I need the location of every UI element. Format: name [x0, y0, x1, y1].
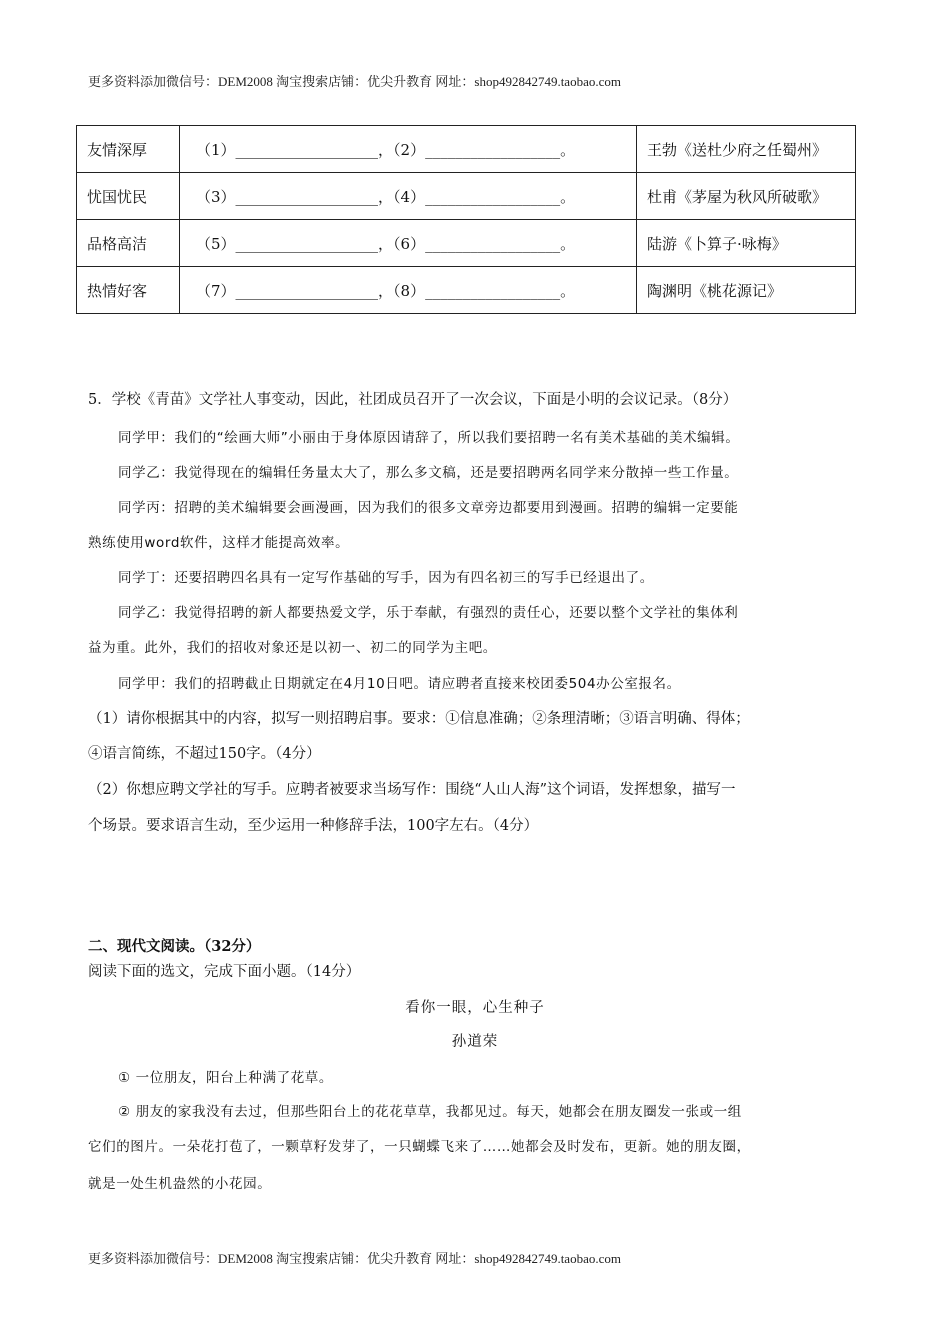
source-cell: 陆游《卜算子·咏梅》 — [637, 220, 856, 267]
meeting-line: 同学甲：我们的招聘截止日期就定在4月10日吧。请应聘者直接来校团委504办公室报名。 — [118, 676, 681, 692]
theme-cell: 品格高洁 — [77, 220, 180, 267]
blank-cell: （5）___________________，（6）__________________。 — [180, 220, 637, 267]
poem-table — [76, 125, 856, 314]
meeting-line: 同学甲：我们的“绘画大师”小丽由于身体原因请辞了，所以我们要招聘一名有美术基础的美术编辑。 — [118, 430, 740, 446]
paragraph-2-cont: 它们的图片。一朵花打苞了，一颗草籽发芽了，一只蝴蝶飞来了……她都会及时发布，更新。她的朋友圈， — [88, 1139, 751, 1155]
table-row — [77, 173, 856, 220]
theme-cell: 热情好客 — [77, 267, 180, 314]
section-intro: 阅读下面的选文，完成下面小题。（14分） — [88, 964, 361, 980]
meeting-line: 熟练使用word软件，这样才能提高效率。 — [88, 535, 350, 551]
sub-question-2-cont: 个场景。要求语言生动，至少运用一种修辞手法，100字左右。（4分） — [88, 818, 539, 834]
article-title: 看你一眼，心生种子 — [405, 1000, 545, 1016]
theme-cell: 友情深厚 — [77, 126, 180, 173]
table-row — [77, 220, 856, 267]
meeting-line: 同学乙：我觉得招聘的新人都要热爱文学，乐于奉献，有强烈的责任心，还要以整个文学社的集体利 — [118, 605, 739, 621]
page-footer: 更多资料添加微信号：DEM2008 淘宝搜索店铺：优尖升教育 网址：shop492842749.taobao.com — [88, 1251, 621, 1266]
question-5-stem: 5．学校《青苗》文学社人事变动，因此，社团成员召开了一次会议，下面是小明的会议记录。（8分） — [88, 392, 738, 408]
sub-question-1: （1）请你根据其中的内容，拟写一则招聘启事。要求：①信息准确；②条理清晰；③语言明确、得体； — [88, 711, 750, 727]
source-cell: 杜甫《茅屋为秋风所破歌》 — [637, 173, 856, 220]
table-row — [77, 126, 856, 173]
source-cell: 王勃《送杜少府之任蜀州》 — [637, 126, 856, 173]
paragraph-2: ② 朋友的家我没有去过，但那些阳台上的花花草草，我都见过。每天，她都会在朋友圈发一张或一组 — [118, 1104, 742, 1120]
meeting-line: 同学丙：招聘的美术编辑要会画漫画，因为我们的很多文章旁边都要用到漫画。招聘的编辑一定要能 — [118, 500, 739, 516]
source-cell: 陶渊明《桃花源记》 — [637, 267, 856, 314]
theme-cell: 忧国忧民 — [77, 173, 180, 220]
page-header: 更多资料添加微信号：DEM2008 淘宝搜索店铺：优尖升教育 网址：shop492842749.taobao.com — [88, 74, 621, 89]
meeting-line: 同学乙：我觉得现在的编辑任务量太大了，那么多文稿，还是要招聘两名同学来分散掉一些工作量。 — [118, 465, 739, 481]
meeting-line: 益为重。此外，我们的招收对象还是以初一、初二的同学为主吧。 — [88, 640, 497, 656]
paragraph-1: ① 一位朋友，阳台上种满了花草。 — [118, 1070, 333, 1086]
section-heading: 二、现代文阅读。（32分） — [88, 938, 261, 955]
blank-cell: （7）___________________，（8）__________________。 — [180, 267, 637, 314]
article-author: 孙道荣 — [451, 1034, 499, 1050]
sub-question-1-cont: ④语言简练，不超过150字。（4分） — [88, 746, 321, 762]
paragraph-2-cont: 就是一处生机盎然的小花园。 — [88, 1176, 272, 1192]
blank-cell: （1）___________________，（2）__________________。 — [180, 126, 637, 173]
sub-question-2: （2）你想应聘文学社的写手。应聘者被要求当场写作：围绕“人山人海”这个词语，发挥想象，描写一 — [88, 782, 736, 798]
blank-cell: （3）___________________，（4）__________________。 — [180, 173, 637, 220]
meeting-line: 同学丁：还要招聘四名具有一定写作基础的写手，因为有四名初三的写手已经退出了。 — [118, 570, 654, 586]
table-row — [77, 267, 856, 314]
